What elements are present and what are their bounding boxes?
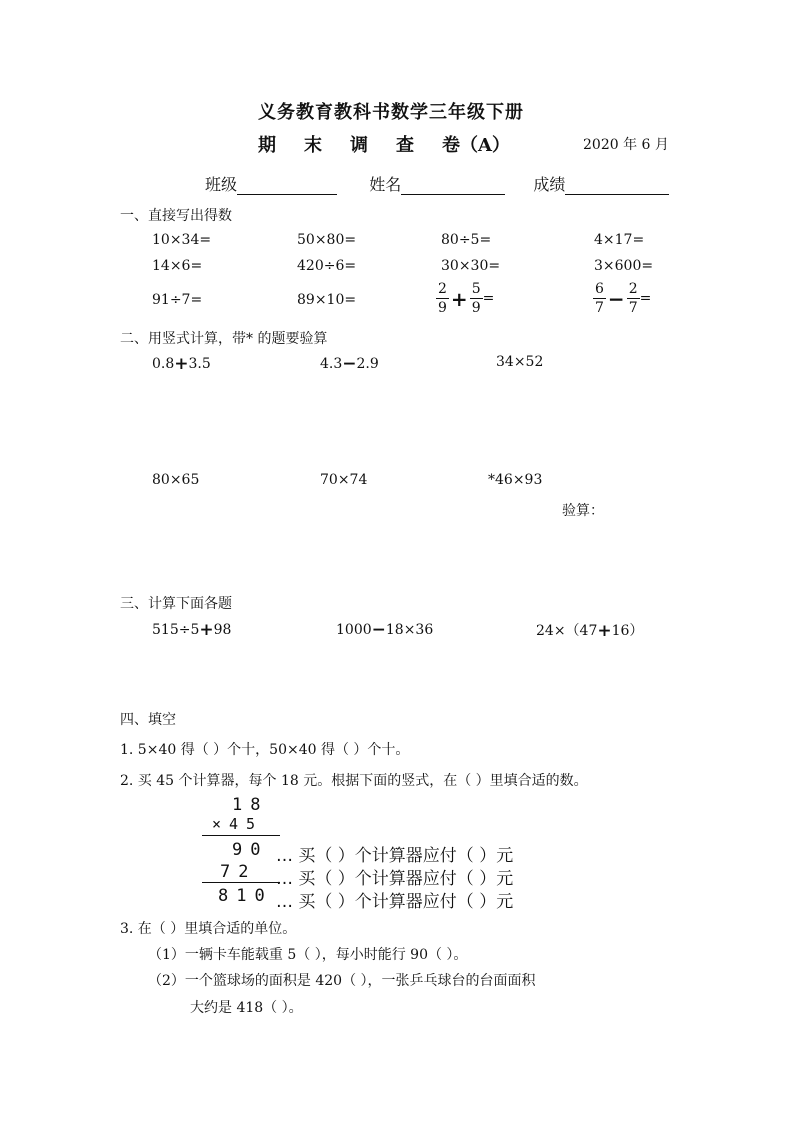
q3-1: （1）一辆卡车能载重 5（ ），每小时能行 90（ ）。 bbox=[148, 947, 468, 963]
minus-sign: − bbox=[607, 286, 625, 311]
frac-num: 5 bbox=[471, 281, 481, 297]
s3-p1 bbox=[152, 620, 231, 640]
score-field[interactable] bbox=[565, 178, 669, 195]
frac-num: 2 bbox=[628, 281, 638, 297]
plus-sign: + bbox=[450, 286, 468, 311]
operand: 24×（47 bbox=[536, 623, 598, 639]
frac-den: 7 bbox=[628, 300, 638, 316]
operand: 98 bbox=[213, 622, 232, 638]
operand: 16） bbox=[611, 623, 644, 639]
s2-p4: 80×65 bbox=[152, 472, 200, 488]
title-char: （ bbox=[460, 135, 478, 156]
plus-sign: + bbox=[174, 354, 189, 374]
title-char: 调 bbox=[350, 135, 368, 156]
q2: 2. 买 45 个计算器，每个 18 元。根据下面的竖式，在（ ）里填合适的数。 bbox=[120, 773, 588, 789]
check-label: 验算： bbox=[562, 503, 604, 519]
vert-row2: ×45 bbox=[212, 815, 264, 833]
s3-p3 bbox=[536, 620, 643, 641]
q1: 1. 5×40 得（ ）个十，50×40 得（ ）个十。 bbox=[120, 742, 410, 758]
s1-r1-c2: 50×80= bbox=[297, 232, 357, 248]
s1-r2-c2: 420÷6= bbox=[297, 258, 357, 274]
s2-p5: 70×74 bbox=[320, 472, 368, 488]
s2-p2 bbox=[320, 354, 379, 374]
q3-2b: 大约是 418（ ）。 bbox=[190, 1000, 303, 1016]
s1-r2-c3: 30×30= bbox=[441, 258, 501, 274]
class-label: 班级 bbox=[205, 175, 238, 194]
info-row bbox=[205, 172, 669, 195]
vert-row5: 810 bbox=[218, 886, 273, 906]
title-char: 期 bbox=[258, 135, 276, 156]
fraction-expr-2 bbox=[593, 282, 651, 315]
s2-p6: *46×93 bbox=[488, 472, 543, 488]
s1-r3-c2: 89×10= bbox=[297, 292, 357, 308]
vert-row3: 90 bbox=[232, 840, 269, 860]
name-field[interactable] bbox=[401, 178, 505, 195]
title-char: A bbox=[478, 135, 492, 156]
fraction-a bbox=[436, 282, 449, 315]
frac-num: 6 bbox=[595, 281, 604, 297]
title-char: 卷 bbox=[442, 135, 460, 156]
s1-r2-c1: 14×6= bbox=[152, 258, 203, 274]
section2-heading: 二、用竖式计算，带* 的题要验算 bbox=[120, 331, 328, 347]
frac-den: 9 bbox=[471, 300, 481, 316]
annotation-row3: … 买（ ）个计算器应付（ ）元 bbox=[276, 892, 514, 912]
title-line1: 义务教育教科书数学三年级下册 bbox=[258, 102, 524, 123]
section4-heading: 四、填空 bbox=[120, 712, 176, 728]
title-char: 查 bbox=[396, 135, 414, 156]
minus-sign: − bbox=[371, 620, 386, 640]
frac-den: 9 bbox=[438, 300, 447, 316]
annotation-row1: … 买（ ）个计算器应付（ ）元 bbox=[276, 846, 514, 866]
title-char: 末 bbox=[304, 135, 322, 156]
operand: 18×36 bbox=[385, 622, 434, 638]
minus-sign: − bbox=[342, 354, 357, 374]
operand: 515÷5 bbox=[152, 622, 200, 638]
equals-sign: = bbox=[639, 290, 652, 307]
operand: 2.9 bbox=[356, 356, 379, 372]
q3-2a: （2）一个篮球场的面积是 420（ ），一张乒乓球台的台面面积 bbox=[148, 973, 536, 989]
equals-sign: = bbox=[482, 290, 495, 307]
class-field[interactable] bbox=[237, 178, 337, 195]
s2-p3: 34×52 bbox=[496, 354, 544, 370]
vert-row4: 72 bbox=[220, 862, 257, 882]
s1-r1-c1: 10×34= bbox=[152, 232, 212, 248]
section1-heading: 一、直接写出得数 bbox=[120, 208, 232, 224]
s2-p1 bbox=[152, 354, 211, 374]
fraction-b bbox=[470, 282, 483, 315]
q3: 3. 在（ ）里填合适的单位。 bbox=[120, 921, 297, 937]
date: 2020 年 6 月 bbox=[583, 137, 669, 153]
name-label: 姓名 bbox=[369, 175, 402, 194]
fraction-a bbox=[593, 282, 606, 315]
vert-row1: 18 bbox=[232, 795, 269, 815]
fraction-b bbox=[627, 282, 640, 315]
vert-rule-1 bbox=[202, 835, 280, 836]
s3-p2 bbox=[336, 620, 433, 640]
vert-rule-2 bbox=[202, 882, 280, 883]
title-char: ） bbox=[491, 135, 510, 156]
frac-den: 7 bbox=[595, 300, 604, 316]
s1-r1-c3: 80÷5= bbox=[441, 232, 492, 248]
operand: 3.5 bbox=[188, 356, 211, 372]
title-line2 bbox=[258, 131, 510, 157]
s1-r3-c1: 91÷7= bbox=[152, 292, 203, 308]
section3-heading: 三、计算下面各题 bbox=[120, 596, 232, 612]
s1-r2-c4: 3×600= bbox=[594, 258, 654, 274]
operand: 0.8 bbox=[152, 356, 175, 372]
plus-sign: + bbox=[199, 620, 214, 640]
score-label: 成绩 bbox=[533, 175, 566, 194]
plus-sign: + bbox=[597, 621, 612, 641]
operand: 4.3 bbox=[320, 356, 343, 372]
s1-r1-c4: 4×17= bbox=[594, 232, 645, 248]
fraction-expr-1 bbox=[436, 282, 494, 315]
annotation-row2: … 买（ ）个计算器应付（ ）元 bbox=[276, 869, 514, 889]
operand: 1000 bbox=[336, 622, 372, 638]
frac-num: 2 bbox=[438, 281, 447, 297]
